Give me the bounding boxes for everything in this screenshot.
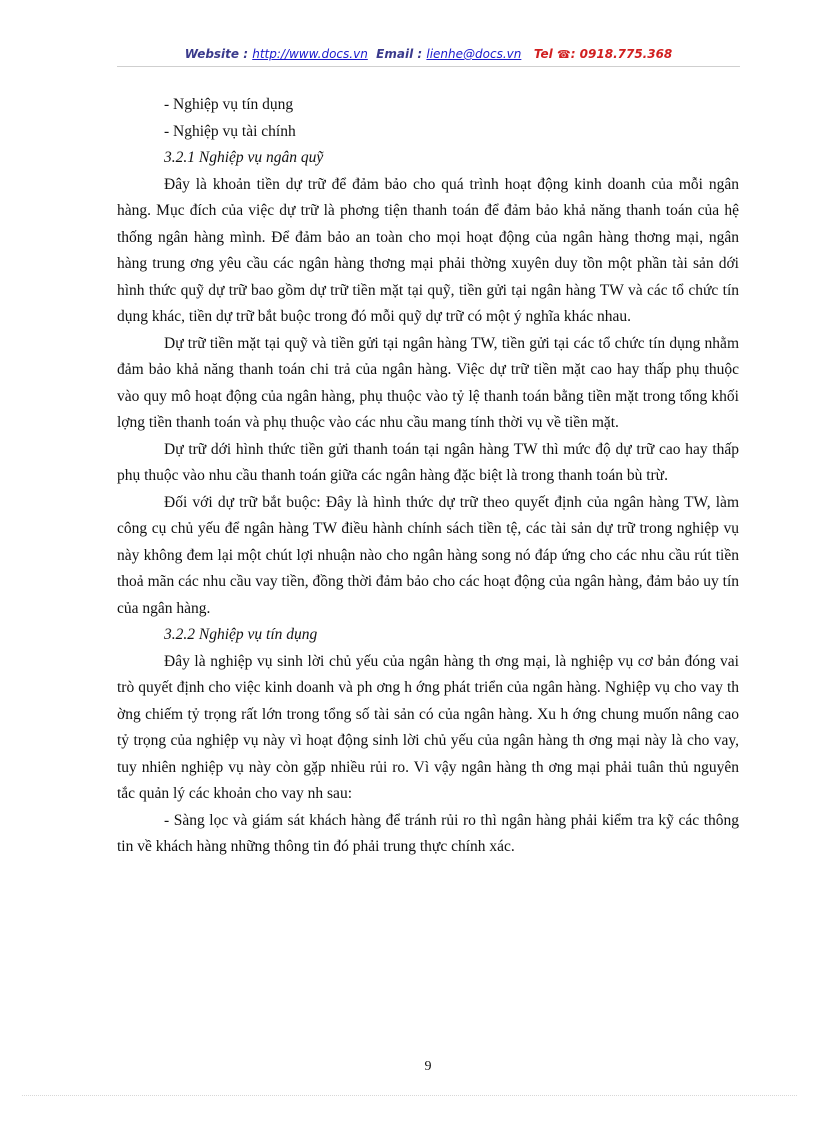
page-number: 9: [424, 1059, 432, 1074]
paragraph: Dự trữ tiền mặt tại quỹ và tiền gửi tại ngân hàng TW, tiền gửi tại các tổ chức tín dụng nhằm đảm bảo khả năng thanh toán chi trả của ngân hàng. Việc dự trữ tiền mặt cao hay thấp phụ thuộc vào quy mô hoạt động của ngân hàng, phụ thuộc vào tỷ lệ thanh toán bằng tiền mặt trong tổng khối lợng tiền thanh toán và phụ thuộc vào các nhu cầu mang tính thời vụ về tiền mặt.: [117, 334, 739, 431]
email-link[interactable]: lienhe@docs.vn: [426, 47, 522, 61]
header-divider: [117, 66, 740, 67]
email-label: Email :: [376, 47, 423, 61]
section-heading-3-2-2: 3.2.2 Nghiệp vụ tín dụng: [164, 626, 318, 643]
paragraph: Đây là khoản tiền dự trữ để đảm bảo cho quá trình hoạt động kinh doanh của mỗi ngân hàng. Mục đích của việc dự trữ là phơng tiện thanh toán để đảm bảo khả năng thanh toán của hệ thống ngân hàng mình. Để đảm bảo an toàn cho mọi hoạt động của ngân hàng thơng mại, ngân hàng trung ơng yêu cầu các ngân hàng thơng mại phải thờng xuyên duy tồn một phần tài sản dới hình thức quỹ dự trữ bao gồm dự trữ tiền mặt tại quỹ, tiền gửi tại ngân hàng TW và các tổ chức tín dụng khác, tiền dự trữ bắt buộc trong đó mỗi quỹ dự trữ có một ý nghĩa khác nhau.: [117, 175, 739, 325]
paragraph: Đối với dự trữ bắt buộc: Đây là hình thức dự trữ theo quyết định của ngân hàng TW, làm công cụ chủ yếu để ngân hàng TW điều hành chính sách tiền tệ, các tài sản dự trữ trong nghiệp vụ này không đem lại một chút lợi nhuận nào cho ngân hàng song nó đáp ứng cho các nhu cầu rút tiền thoả mãn các nhu cầu vay tiền, đồng thời đảm bảo cho các hoạt động của ngân hàng, đảm bảo uy tín của ngân hàng.: [117, 493, 739, 617]
paragraph: Đây là nghiệp vụ sinh lời chủ yếu của ngân hàng th ơng mại, là nghiệp vụ cơ bản đóng vai trò quyết định cho việc kinh doanh và ph ơng h ớng phát triển của ngân hàng. Nghiệp vụ cho vay th ờng chiếm tỷ trọng rất lớn trong tổng số tài sản có của ngân hàng. Xu h ớng chung muốn nâng cao tỷ trọng của nghiệp vụ này vì hoạt động sinh lời chủ yếu của ngân hàng th ơng mại này là cho vay, tuy nhiên nghiệp vụ này còn gặp nhiều rủi ro. Vì vậy ngân hàng th ơng mại phải tuân thủ nguyên tắc quản lý các khoản cho vay nh sau:: [117, 652, 739, 802]
list-item-finance: - Nghiệp vụ tài chính: [164, 122, 296, 140]
phone-number: : 0918.775.368: [570, 47, 673, 61]
website-label: Website :: [184, 47, 249, 61]
document-body: [117, 92, 739, 861]
list-item-credit: - Nghiệp vụ tín dụng: [164, 96, 294, 113]
page-header: [117, 47, 740, 61]
paragraph: Dự trữ dới hình thức tiền gửi thanh toán tại ngân hàng TW thì mức độ dự trữ cao hay thấp phụ thuộc vào nhu cầu thanh toán giữa các ngân hàng đặc biệt là trong thanh toán bù trừ.: [117, 440, 739, 484]
paragraph: - Sàng lọc và giám sát khách hàng để tránh rủi ro thì ngân hàng phải kiểm tra kỹ các thông tin về khách hàng những thông tin đó phải trung thực chính xác.: [117, 811, 739, 855]
section-heading-3-2-1: 3.2.1 Nghiệp vụ ngân quỹ: [164, 149, 324, 166]
tel-label: Tel: [533, 47, 553, 61]
phone-icon: ☎: [556, 48, 571, 61]
website-link[interactable]: http://www.docs.vn: [252, 47, 368, 61]
footer-divider: [22, 1095, 797, 1096]
